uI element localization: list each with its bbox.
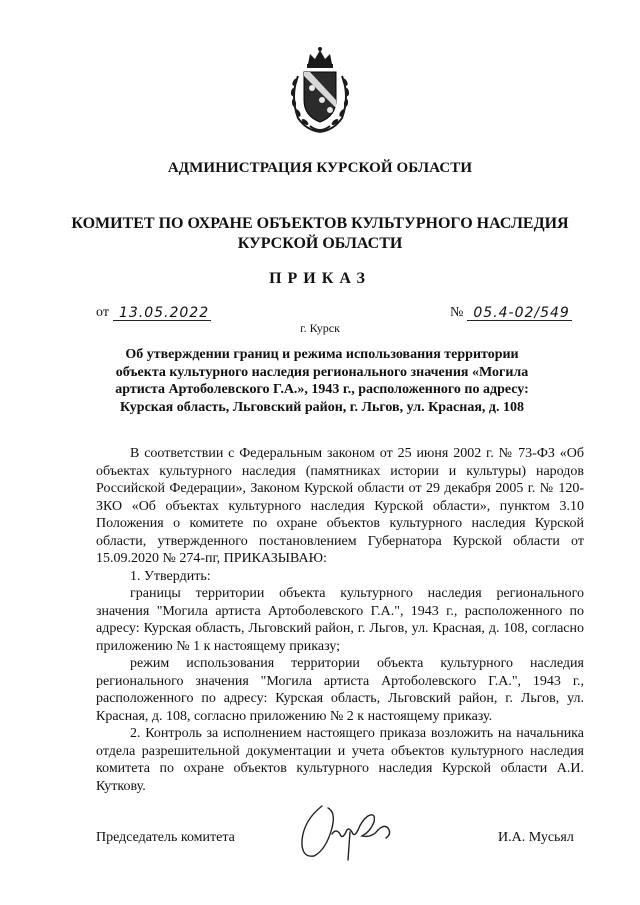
order-number <box>450 305 572 321</box>
order-body <box>96 445 584 795</box>
date-prefix: от <box>96 305 109 320</box>
body-paragraph-regime: режим использования территории объекта культурного наследия регионального значения "Могила артиста Артоболевского Г.А.", 1943 г., расположенного по адресу: Курская область, Льговский район, г. Льгов, ул. Красная, д. 108, согласно приложению № 2 к настоящему приказу. <box>96 656 584 724</box>
committee-title-line1: КОМИТЕТ ПО ОХРАНЕ ОБЪЕКТОВ КУЛЬТУРНОГО НАСЛЕДИЯ <box>71 215 569 232</box>
city: г. Курск <box>300 321 340 335</box>
signatory-title: Председатель комитета <box>96 830 235 845</box>
committee-title-line2: КУРСКОЙ ОБЛАСТИ <box>237 235 403 252</box>
handwritten-signature-icon <box>292 798 402 868</box>
date-value: 13.05.2022 <box>113 306 211 321</box>
subject-line1: Об утверждении границ и режима использования территории <box>125 347 519 362</box>
body-paragraph-preamble: В соответствии с Федеральным законом от 25 июня 2002 г. № 73-ФЗ «Об объектах культурного наследия (памятниках истории и культуры) народов Российской Федерации», Законом Курской области от 29 декабря 2005 г. № 120-ЗКО «Об объектах культурного наследия Курской области», пунктом 3.10 Положения о комитете по охране объектов культурного наследия Курской области, утвержденного постановлением Губернатора Курской области от 15.09.2020 № 274-пг, ПРИКАЗЫВАЮ: <box>96 446 584 566</box>
body-paragraph-item1: 1. Утвердить: <box>130 568 211 584</box>
body-paragraph-control: 2. Контроль за исполнением настоящего приказа возложить на начальника отдела разрешительной документации и учета объектов культурного наследия комитета по охране объектов культурного наследия Курской области А.И. Куткову. <box>96 726 584 794</box>
coat-of-arms-icon <box>284 46 356 136</box>
body-paragraph-boundaries: границы территории объекта культурного наследия регионального значения "Могила артиста Артоболевского Г.А.", 1943 г., расположенного по адресу: Курская область, Льговский район, г. Льгов, ул. Красная, д. 108, согласно приложению № 1 к настоящему приказу; <box>96 586 584 654</box>
subject-line4: Курская область, Льговский район, г. Льгов, ул. Красная, д. 108 <box>119 399 524 415</box>
number-prefix: № <box>450 305 464 320</box>
subject-line2: объекта культурного наследия регионального значения «Могила <box>115 364 529 380</box>
organization-title: АДМИНИСТРАЦИЯ КУРСКОЙ ОБЛАСТИ <box>167 160 473 176</box>
signatory-name: И.А. Мусьял <box>498 830 574 845</box>
committee-title <box>0 214 640 254</box>
order-subject <box>96 346 548 416</box>
subject-line3: артиста Артоболевского Г.А.», 1943 г., расположенного по адресу: <box>115 382 529 397</box>
order-date <box>96 305 211 321</box>
document-type: ПРИКАЗ <box>269 270 371 287</box>
number-value: 05.4-02/549 <box>467 306 571 321</box>
